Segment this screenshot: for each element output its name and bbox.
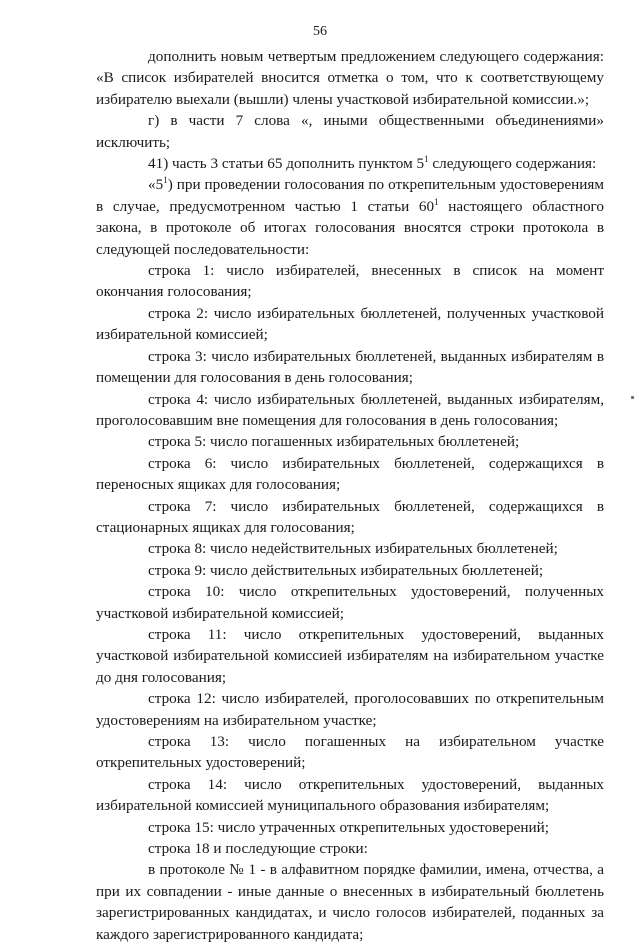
protocol-line-12: строка 12: число избирателей, проголосовавших по открепительным удостоверениям на избирательном участке; (96, 690, 604, 729)
point-5-1-middle: ) при проведении голосования по открепительным удостоверениям в случае, предусмотренном частью 1 статьи 60 (96, 176, 604, 215)
paragraph-point-5-1 (96, 174, 604, 260)
protocol-1-candidates: в протоколе № 1 - в алфавитном порядке фамилии, имена, отчества, а при их совпадении - иные данные о внесенных в избирательный бюллетень зарегистрированных кандидатах, и число голосов избирателей, поданных за каждого зарегистрированного кандидата; (96, 861, 604, 943)
superscript: 1 (434, 196, 439, 207)
protocol-line-14: строка 14: число открепительных удостоверений, выданных избирательной комиссией муниципального образования избирателям; (96, 775, 604, 815)
scan-speck (631, 396, 634, 399)
page-number: 56 (313, 24, 327, 39)
point-5-1-end: настоящего областного закона, в протоколе об итогах голосования вносятся строки протокола в следующей последовательности: (96, 197, 604, 258)
superscript: 1 (424, 154, 429, 165)
protocol-line-15: строка 15: число утраченных открепительных удостоверений; (148, 818, 549, 836)
paragraph-insert-fourth-sentence: дополнить новым четвертым предложением следующего содержания: «В список избирателей вносится отметка о том, что к соответствующему избирателю выехали (вышли) члены участковой избирательной комиссии.»; (96, 48, 604, 108)
protocol-line-8: строка 8: число недействительных избирательных бюллетеней; (148, 540, 558, 558)
protocol-line-13: строка 13: число погашенных на избирательном участке открепительных удостоверений; (96, 733, 604, 772)
protocol-line-5: строка 5: число погашенных избирательных бюллетеней; (148, 433, 520, 451)
point-5-1-start: «5 (148, 176, 164, 194)
protocol-line-3: строка 3: число избирательных бюллетеней, выданных избирателям в помещении для голосования в день голосования; (96, 347, 604, 387)
paragraph-item-41 (96, 153, 604, 174)
document-body (96, 46, 604, 945)
item-41-text: 41) часть 3 статьи 65 дополнить пунктом 5 (148, 155, 425, 173)
protocol-line-6: строка 6: число избирательных бюллетеней, содержащихся в переносных ящиках для голосования; (96, 454, 604, 494)
protocol-line-2: строка 2: число избирательных бюллетеней, полученных участковой избирательной комиссией; (96, 304, 604, 344)
protocol-line-11: строка 11: число открепительных удостоверений, выданных участковой избирательной комиссией избирателям на избирательном участке до дня голосования; (96, 625, 604, 686)
protocol-line-4: строка 4: число избирательных бюллетеней, выданных избирателям, проголосовавшим вне помещения для голосования в день голосования; (96, 390, 604, 429)
paragraph-part-7-amendment: г) в части 7 слова «, иными общественными объединениями» исключить; (96, 112, 604, 151)
superscript: 1 (163, 175, 168, 186)
protocol-line-7: строка 7: число избирательных бюллетеней, содержащихся в стационарных ящиках для голосования; (96, 497, 604, 536)
protocol-line-9: строка 9: число действительных избирательных бюллетеней; (148, 561, 544, 579)
protocol-line-10: строка 10: число открепительных удостоверений, полученных участковой избирательной комиссией; (96, 583, 604, 622)
protocol-line-18-and-following: строка 18 и последующие строки: (148, 840, 368, 858)
protocol-line-1: строка 1: число избирателей, внесенных в список на момент окончания голосования; (96, 262, 604, 301)
item-41-text-end: следующего содержания: (428, 155, 597, 173)
